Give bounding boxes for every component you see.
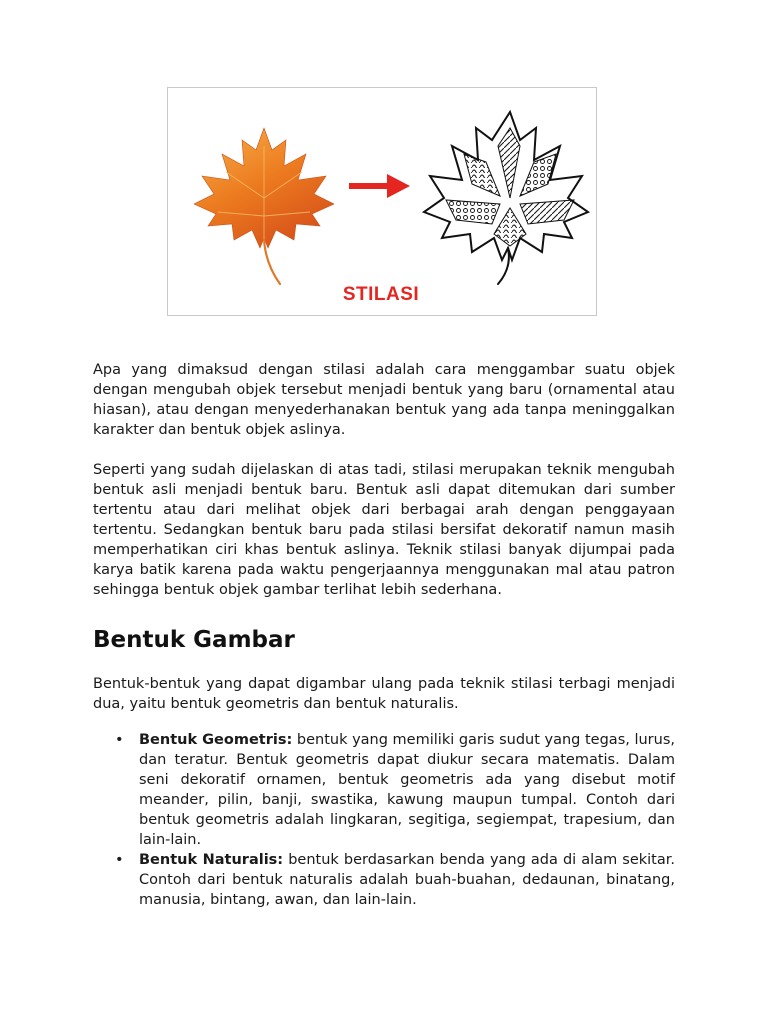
intro-paragraph: Apa yang dimaksud dengan stilasi adalah cara menggambar suatu objek dengan mengubah objek tersebut menjadi bentuk yang baru (ornamental atau hiasan), atau dengan menyederhanakan bentuk yang ada tanpa meninggalkan karakter dan bentuk objek aslinya. [93,362,675,438]
explanation-paragraph: Seperti yang sudah dijelaskan di atas tadi, stilasi merupakan teknik mengubah bentuk asli menjadi bentuk baru. Bentuk asli dapat ditemukan dari sumber tertentu atau dari melihat objek dari berbagai arah dengan penggayaan tertentu. Sedangkan bentuk baru pada stilasi bersifat dekoratif namun masih memperhatikan ciri khas bentuk aslinya. Teknik stilasi banyak dijumpai pada karya batik karena pada waktu pengerjaannya menggunakan mal atau patron sehingga bentuk objek gambar terlihat lebih sederhana. [93,462,675,598]
term-geometris: Bentuk Geometris: [139,732,293,748]
list-item-geometris [93,730,675,850]
bullet-icon: • [115,732,124,748]
list-item-naturalis [93,850,675,910]
term-naturalis: Bentuk Naturalis: [139,852,284,868]
definition-naturalis: bentuk berdasarkan benda yang ada di alam sekitar. Contoh dari bentuk naturalis adalah buah-buahan, dedaunan, binatang, manusia, bintang, awan, dan lain-lain. [139,852,675,908]
arrow-right-icon [349,174,410,198]
definition-geometris: bentuk yang memiliki garis sudut yang tegas, lurus, dan teratur. Bentuk geometris dapat diukur secara matematis. Dalam seni dekoratif ornamen, bentuk geometris ada yang disebut motif meander, pilin, banji, swastika, kawung maupun tumpal. Contoh dari bentuk geometris adalah lingkaran, segitiga, segiempat, trapesium, dan lain-lain. [139,732,675,848]
zentangle-leaf-icon [424,112,588,284]
bullet-icon: • [115,852,124,868]
section-intro-paragraph: Bentuk-bentuk yang dapat digambar ulang pada teknik stilasi terbagi menjadi dua, yaitu bentuk geometris dan bentuk naturalis. [93,676,675,712]
shape-types-list [93,730,675,910]
article-body [93,360,675,910]
stilasi-label: STILASI [342,284,420,305]
section-heading: Bentuk Gambar [93,627,295,653]
stilasi-illustration [168,88,596,315]
stilasi-figure [167,87,597,316]
orange-maple-leaf-icon [194,128,334,284]
